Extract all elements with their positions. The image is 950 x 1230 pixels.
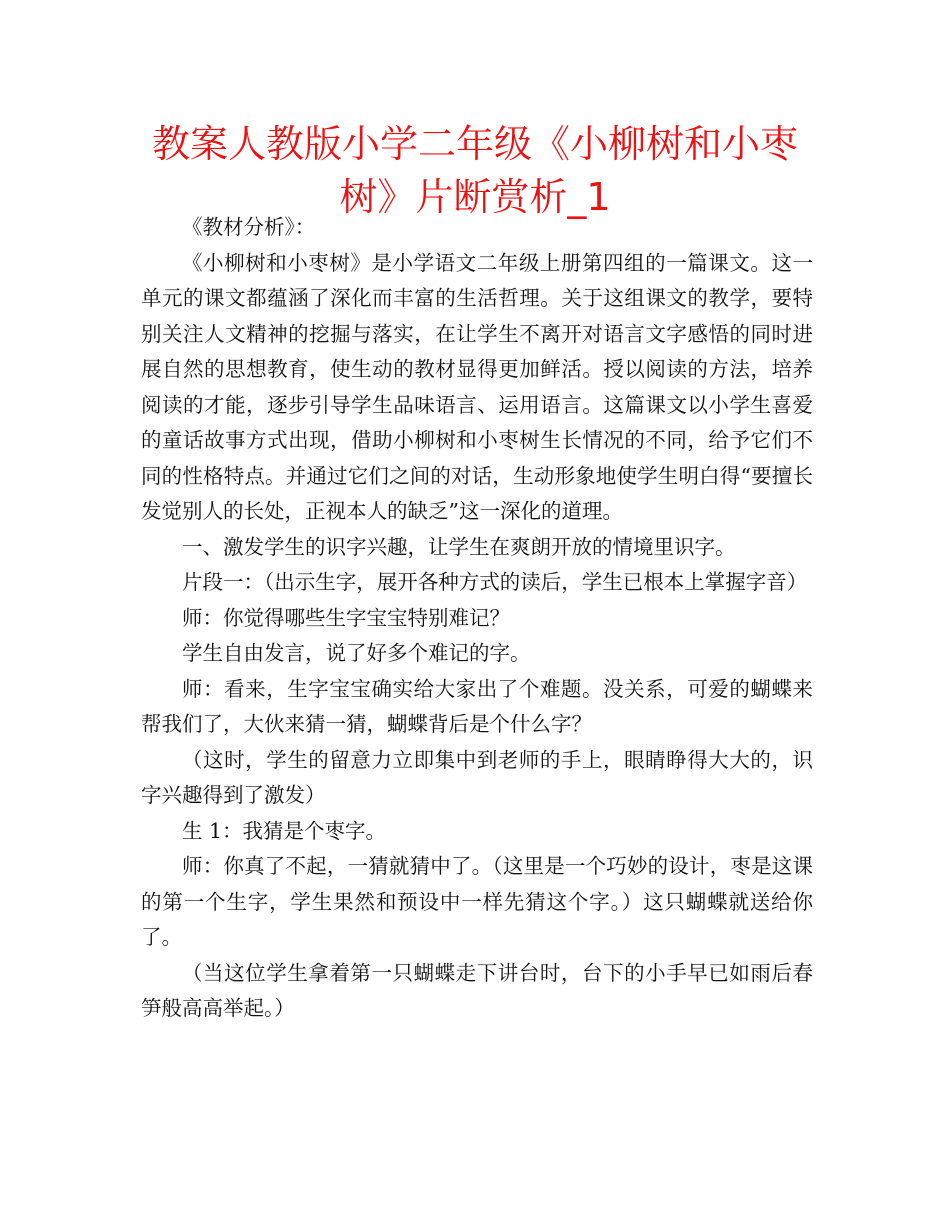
page-title xyxy=(120,118,830,224)
paragraph-point-one: 一、激发学生的识字兴趣，让学生在爽朗开放的情境里识字。 xyxy=(182,534,736,559)
paragraph-students-speak: 学生自由发言，说了好多个难记的字。 xyxy=(182,641,531,665)
title-line-2: 树》片断赏析_1 xyxy=(339,175,611,219)
paragraph-teacher-question: 师：你觉得哪些生字宝宝特别难记？ xyxy=(182,605,510,630)
paragraph-student-guess: 生 1：我猜是个枣字。 xyxy=(182,818,387,843)
paragraph-section-heading: 《教材分析》： xyxy=(182,215,316,239)
paragraph-teacher-butterfly: 师：看来，生字宝宝确实给大家出了个难题。没关系，可爱的蝴蝶来帮我们了，大伙来猜一猜，蝴蝶背后是个什么字？ xyxy=(141,676,813,736)
title-line-1: 教案人教版小学二年级《小柳树和小枣 xyxy=(151,122,798,166)
paragraph-teacher-praise: 师：你真了不起，一猜就猜中了。（这里是一个巧妙的设计，枣是这课的第一个生字，学生果然和预设中一样先猜这个字。）这只蝴蝶就送给你了。 xyxy=(141,854,813,949)
paragraph-closing-note: （当这位学生拿着第一只蝴蝶走下讲台时，台下的小手早已如雨后春笋般高高举起。） xyxy=(141,960,813,1020)
paragraph-analysis: 《小柳树和小枣树》是小学语文二年级上册第四组的一篇课文。这一单元的课文都蕴涵了深化而丰富的生活哲理。关于这组课文的教学，要特别关注人文精神的挖掘与落实，在让学生不离开对语言文字感悟的同时进展自然的思想教育，使生动的教材显得更加鲜活。授以阅读的方法，培养阅读的才能，逐步引导学生品味语言、运用语言。这篇课文以小学生喜爱的童话故事方式出现，借助小柳树和小枣树生长情况的不同，给予它们不同的性格特点。并通过它们之间的对话，生动形象地使学生明白得“要擅长发觉别人的长处，正视本人的缺乏”这一深化的道理。 xyxy=(141,250,813,523)
paragraph-segment-one: 片段一：（出示生字，展开各种方式的读后，学生已根本上掌握字音） xyxy=(182,570,808,594)
paragraph-attention-note: （这时，学生的留意力立即集中到老师的手上，眼睛睁得大大的，识字兴趣得到了激发） xyxy=(141,747,813,807)
document-body xyxy=(141,210,813,1027)
